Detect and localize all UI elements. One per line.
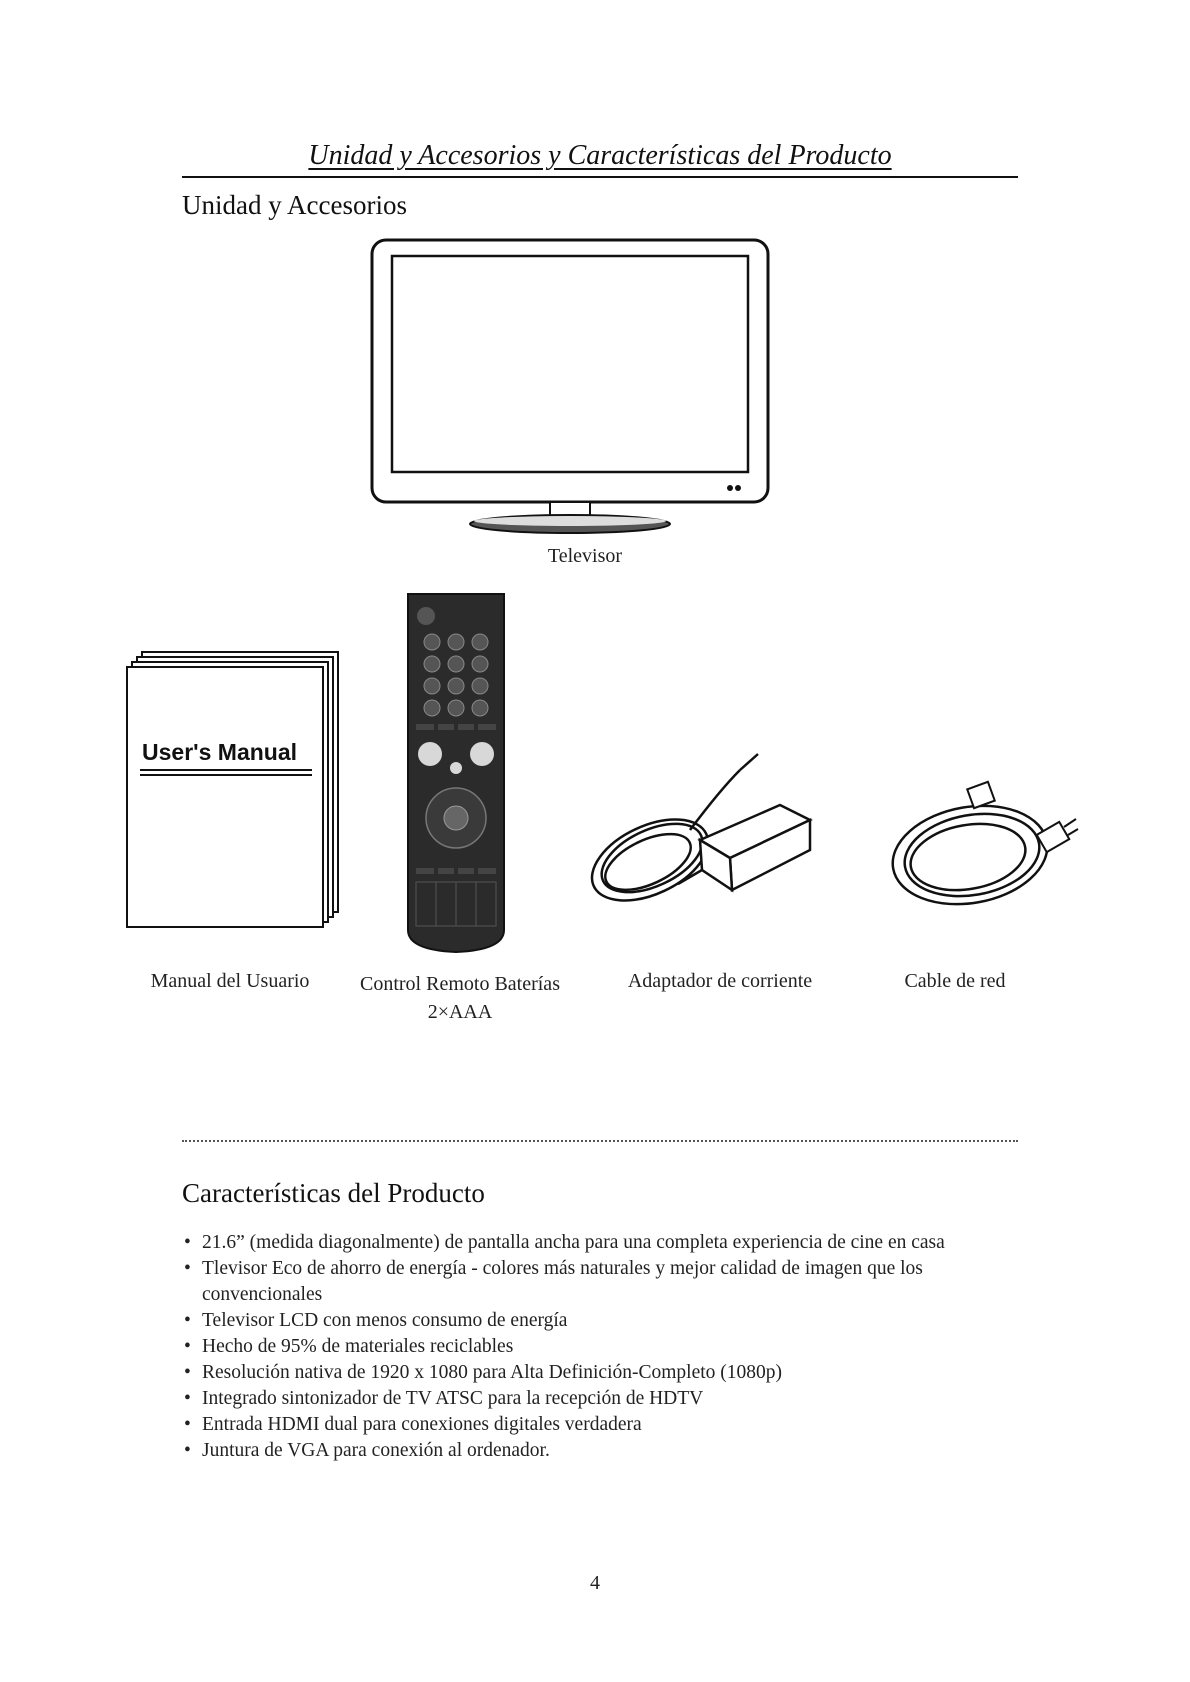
caption-remote xyxy=(345,970,575,1026)
feature-item: • 21.6” (medida diagonalmente) de pantalla ancha para una completa experiencia de cine en casa xyxy=(184,1230,1024,1256)
page-header-title: Unidad y Accesorios y Características del Producto xyxy=(308,140,892,171)
features-list xyxy=(184,1230,1024,1464)
feature-item: • Resolución nativa de 1920 x 1080 para Alta Definición-Completo (1080p) xyxy=(184,1360,1024,1386)
feature-item: • Integrado sintonizador de TV ATSC para la recepción de HDTV xyxy=(184,1386,1024,1412)
section-title-features: Características del Producto xyxy=(182,1178,485,1208)
manual-illustration xyxy=(126,650,346,935)
section-divider xyxy=(182,1140,1018,1142)
caption-adapter: Adaptador de corriente xyxy=(627,970,813,992)
page-number: 4 xyxy=(590,1572,600,1594)
caption-tv: Televisor xyxy=(547,545,623,567)
section-title-accessories: Unidad y Accesorios xyxy=(182,190,407,220)
remote-illustration xyxy=(404,590,508,955)
caption-manual: Manual del Usuario xyxy=(150,970,310,992)
feature-item: • Juntura de VGA para conexión al ordenador. xyxy=(184,1438,1024,1464)
feature-item: • Televisor LCD con menos consumo de energía xyxy=(184,1308,1024,1334)
adapter-illustration xyxy=(580,750,830,920)
manual-cover-text: User's Manual xyxy=(142,739,298,765)
caption-remote-line1: Control Remoto Baterías xyxy=(360,973,560,995)
caption-cable: Cable de red xyxy=(904,970,1006,992)
caption-remote-line2: 2×AAA xyxy=(427,1001,493,1023)
feature-item: • Entrada HDMI dual para conexiones digitales verdadera xyxy=(184,1412,1024,1438)
page-header xyxy=(182,140,1018,178)
feature-item: • Hecho de 95% de materiales reciclables xyxy=(184,1334,1024,1360)
feature-item: • Tlevisor Eco de ahorro de energía - colores más naturales y mejor calidad de imagen que los convencionales xyxy=(184,1256,1024,1308)
cable-illustration xyxy=(880,775,1080,920)
tv-illustration xyxy=(370,238,770,538)
